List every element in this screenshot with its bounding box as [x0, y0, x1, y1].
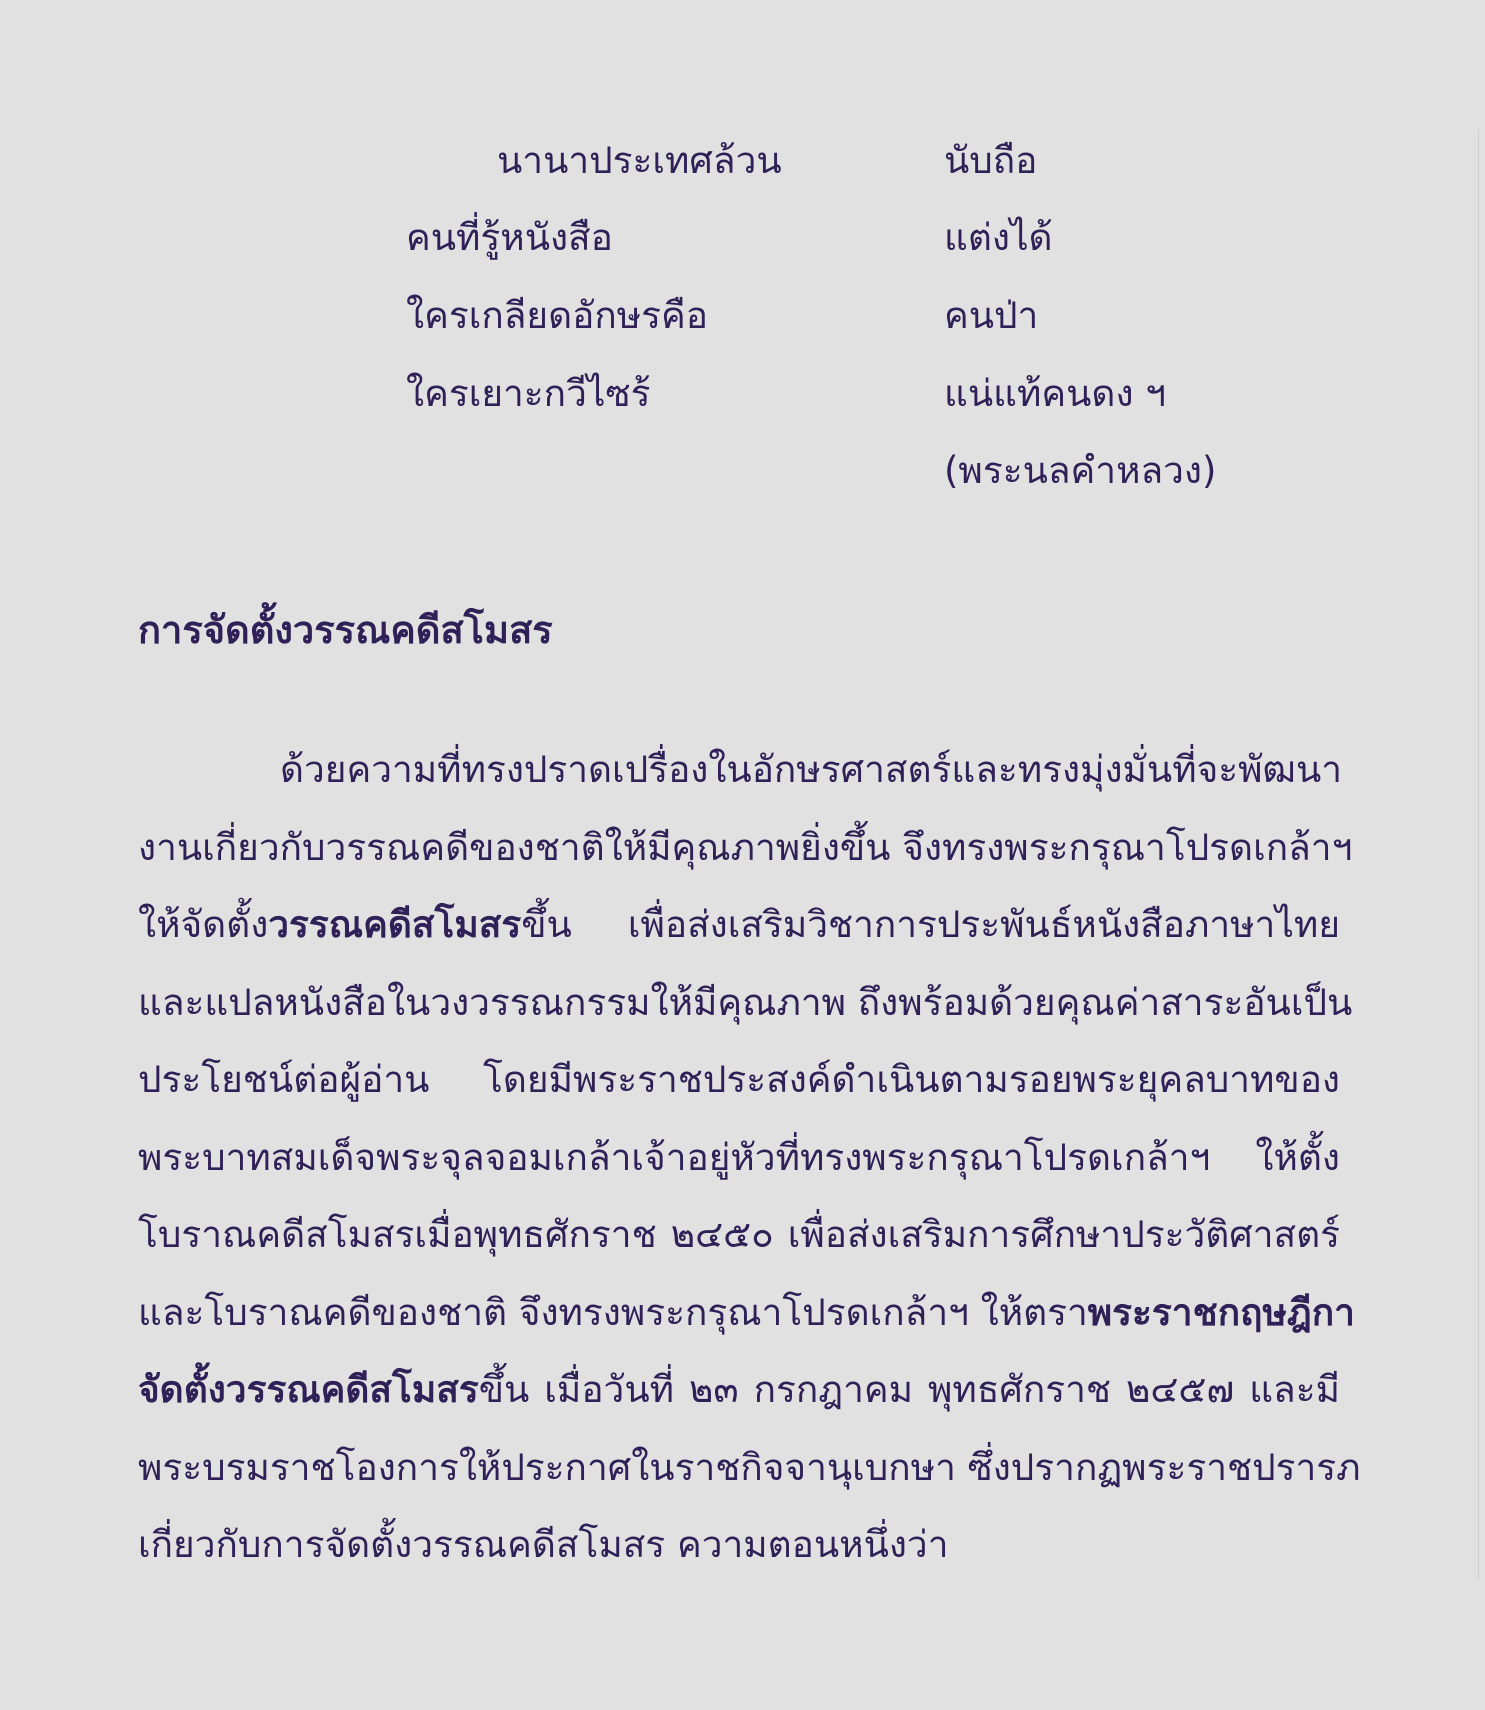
paragraph-line [138, 1274, 1355, 1352]
poem-attribution: (พระนลคำหลวง) [944, 449, 1217, 492]
paragraph-line [138, 1351, 1340, 1429]
bold-term: พระราชกฤษฎีกา [1087, 1290, 1355, 1334]
body-paragraph [138, 731, 1361, 1584]
text-run: ให้จัดตั้ง [138, 903, 269, 946]
paragraph-line [138, 886, 1340, 964]
poem-right-line-1: นับถือ [944, 139, 1038, 182]
paragraph-line: พระบาทสมเด็จพระจุลจอมเกล้าเจ้าอยู่หัวที่ทรงพระกรุณาโปรดเกล้าฯ ให้ตั้ง [138, 1135, 1340, 1179]
text-run: ขึ้น เมื่อวันที่ ๒๓ กรกฎาคม พุทธศักราช ๒๔๕๗ และมี [478, 1368, 1340, 1411]
text-run: ขึ้น เพื่อส่งเสริมวิชาการประพันธ์หนังสือภาษาไทย [521, 903, 1340, 946]
text-run: และโบราณคดีของชาติ จึงทรงพระกรุณาโปรดเกล้าฯ ให้ตรา [138, 1290, 1088, 1334]
paragraph-line: และแปลหนังสือในวงวรรณกรรมให้มีคุณภาพ ถึงพร้อมด้วยคุณค่าสาระอันเป็น [138, 980, 1353, 1024]
paragraph-line: งานเกี่ยวกับวรรณคดีของชาติให้มีคุณภาพยิ่งขึ้น จึงทรงพระกรุณาโปรดเกล้าฯ [138, 825, 1353, 869]
poem-left-line-4: ใครเยาะกวีไซร้ [406, 372, 651, 415]
paragraph-line: พระบรมราชโองการให้ประกาศในราชกิจจานุเบกษา ซึ่งปรากฏพระราชปรารภ [138, 1445, 1361, 1489]
poem-right-line-2: แต่งได้ [944, 216, 1053, 259]
poem-left-line-2: คนที่รู้หนังสือ [406, 216, 613, 259]
paragraph-line: ประโยชน์ต่อผู้อ่าน โดยมีพระราชประสงค์ดำเนินตามรอยพระยุคลบาทของ [138, 1058, 1340, 1101]
paragraph-line: ด้วยความที่ทรงปราดเปรื่องในอักษรศาสตร์และทรงมุ่งมั่นที่จะพัฒนา [280, 748, 1343, 791]
poem-left-line-1: นานาประเทศล้วน [497, 139, 782, 182]
section-heading: การจัดตั้งวรรณคดีสโมสร [138, 608, 553, 652]
page-edge-divider [1478, 130, 1479, 1580]
poem-right-line-4: แน่แท้คนดง ฯ [944, 372, 1167, 415]
bold-term: วรรณคดีสโมสร [268, 903, 522, 946]
paragraph-line: เกี่ยวกับการจัดตั้งวรรณคดีสโมสร ความตอนหนึ่งว่า [138, 1523, 949, 1566]
bold-term: จัดตั้งวรรณคดีสโมสร [138, 1368, 479, 1411]
poem-left-line-3: ใครเกลียดอักษรคือ [406, 294, 708, 337]
poem-right-line-3: คนป่า [944, 294, 1039, 337]
paragraph-line: โบราณคดีสโมสรเมื่อพุทธศักราช ๒๔๕๐ เพื่อส่งเสริมการศึกษาประวัติศาสตร์ [138, 1213, 1340, 1256]
